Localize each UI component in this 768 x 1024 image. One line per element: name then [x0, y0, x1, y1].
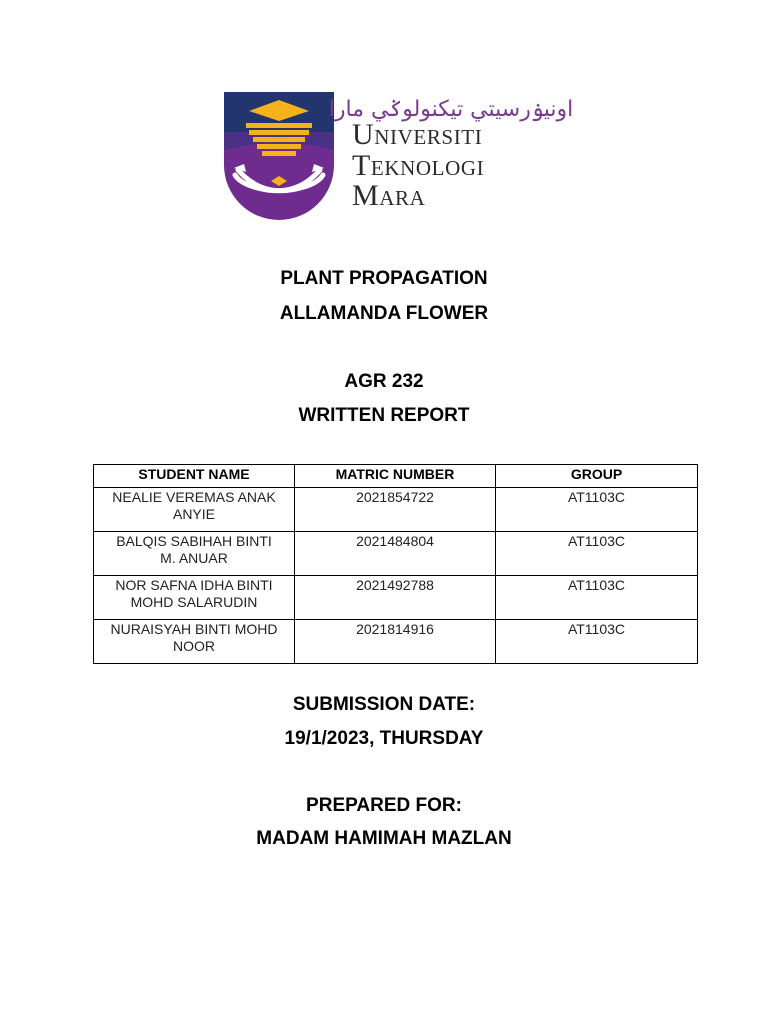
- university-name-line: Teknologi: [352, 148, 485, 182]
- submission-date-value: 19/1/2023, THURSDAY: [284, 728, 484, 749]
- table-header-row: [94, 465, 698, 488]
- report-type: WRITTEN REPORT: [298, 405, 470, 426]
- report-title: PLANT PROPAGATION: [280, 268, 488, 289]
- student-name-cell: [94, 488, 295, 532]
- student-name-line: NOR SAFNA IDHA BINTI: [115, 577, 273, 593]
- student-name-cell: [94, 620, 295, 664]
- svg-text:اونيۏرسيتي تيكنولوݢي مارا: اونيۏرسيتي تيكنولوݢي مارا: [328, 97, 574, 122]
- student-name-line: MOHD SALARUDIN: [130, 594, 258, 610]
- table-row: [94, 532, 698, 576]
- student-name-line: NEALIE VEREMAS ANAK: [112, 489, 276, 505]
- student-name-line: BALQIS SABIHAH BINTI: [116, 533, 272, 549]
- uitm-crest-icon: [224, 92, 334, 220]
- student-name-line: NURAISYAH BINTI MOHD: [110, 621, 278, 637]
- table-row: [94, 576, 698, 620]
- student-name-line: NOOR: [173, 638, 215, 654]
- table-row: [94, 488, 698, 532]
- column-header-matric-number: MATRIC NUMBER: [295, 465, 496, 488]
- matric-number-cell: 2021492788: [295, 576, 496, 620]
- student-table: [93, 464, 698, 664]
- group-cell: AT1103C: [496, 576, 698, 620]
- student-name-line: M. ANUAR: [160, 550, 228, 566]
- student-name-cell: [94, 532, 295, 576]
- university-name: [352, 120, 484, 212]
- column-header-student-name: STUDENT NAME: [94, 465, 295, 488]
- matric-number-cell: 2021854722: [295, 488, 496, 532]
- student-name-line: ANYIE: [172, 506, 215, 522]
- university-name-line: Mara: [352, 179, 426, 212]
- matric-number-cell: 2021814916: [295, 620, 496, 664]
- report-subtitle: ALLAMANDA FLOWER: [279, 303, 489, 324]
- column-header-group: GROUP: [496, 465, 698, 488]
- lecturer-name: MADAM HAMIMAH MAZLAN: [256, 828, 512, 849]
- group-cell: AT1103C: [496, 488, 698, 532]
- course-code: AGR 232: [344, 371, 424, 392]
- submission-date-label: SUBMISSION DATE:: [292, 694, 476, 715]
- university-name-line: Universiti: [352, 118, 483, 151]
- group-cell: AT1103C: [496, 620, 698, 664]
- prepared-for-label: PREPARED FOR:: [306, 795, 462, 816]
- matric-number-cell: 2021484804: [295, 532, 496, 576]
- table-row: [94, 620, 698, 664]
- group-cell: AT1103C: [496, 532, 698, 576]
- student-name-cell: [94, 576, 295, 620]
- uitm-logo: [224, 90, 574, 222]
